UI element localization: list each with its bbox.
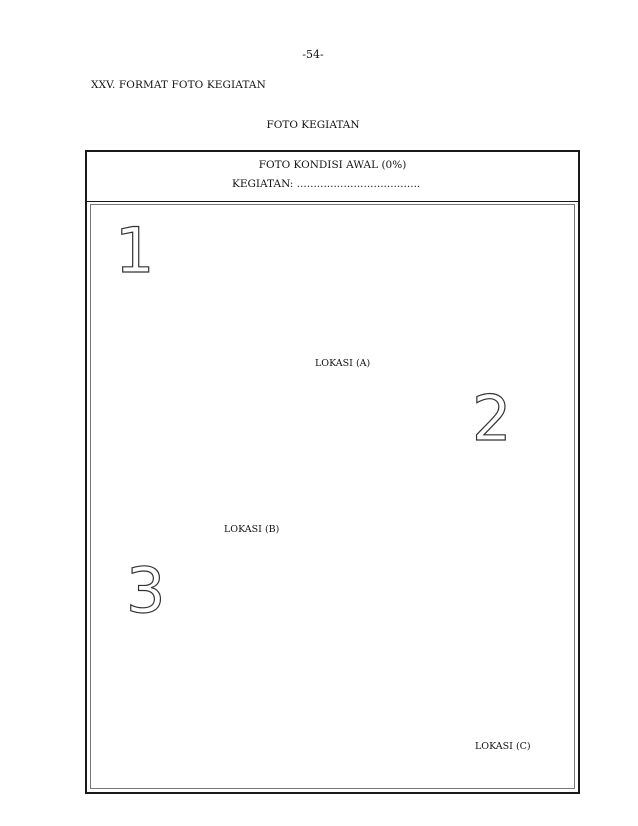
photo-frame (85, 150, 580, 794)
location-label-c: LOKASI (C) (475, 741, 531, 752)
location-label-a: LOKASI (A) (315, 358, 371, 369)
photo-area (90, 204, 575, 789)
location-label-b: LOKASI (B) (224, 524, 280, 535)
activity-field: KEGIATAN: ..................................... (232, 178, 421, 190)
photo-number-3: 3 (126, 554, 166, 627)
frame-header (87, 152, 578, 202)
photo-number-2: 2 (472, 382, 512, 455)
page-number: -54- (302, 48, 324, 61)
photo-number-1: 1 (115, 214, 155, 287)
frame-title: FOTO KONDISI AWAL (0%) (258, 159, 407, 171)
section-heading: XXV. FORMAT FOTO KEGIATAN (91, 79, 266, 91)
document-subtitle: FOTO KEGIATAN (266, 119, 360, 131)
